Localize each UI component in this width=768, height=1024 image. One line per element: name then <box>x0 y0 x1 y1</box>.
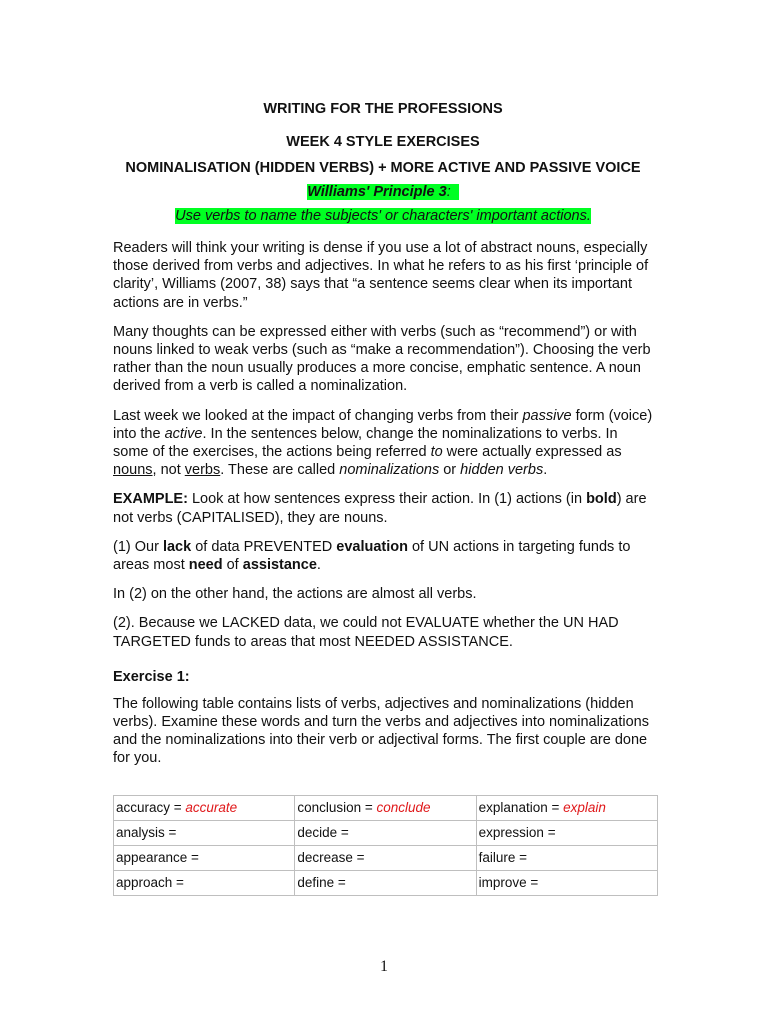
emphasis-hidden-verbs: hidden verbs <box>460 462 544 479</box>
table-cell <box>295 795 476 820</box>
cell-answer: accurate <box>185 800 238 816</box>
text: form (voice) into the <box>113 407 653 442</box>
text: . <box>543 462 548 479</box>
cell-word: failure = <box>478 850 528 866</box>
text: . In the sentences below, change the nominalizations to verbs. In some of the exercises, the actions being referred <box>113 425 618 461</box>
table-cell <box>114 845 295 870</box>
sentence-1 <box>113 538 653 574</box>
cell-word: decide = <box>297 825 349 841</box>
text: . These are called <box>220 462 340 479</box>
table-cell <box>476 845 657 870</box>
table-cell <box>476 820 657 845</box>
text: of <box>222 557 243 574</box>
text: were actually expressed as <box>442 444 622 461</box>
text: ) are not verbs (CAPITALISED), they are nouns. <box>113 491 647 526</box>
principle-text-highlight: Use verbs to name the subjects' or characters' important actions. <box>175 208 591 224</box>
text: Look at how sentences express their action. In (1) actions (in <box>187 491 587 508</box>
page-number: 1 <box>380 958 388 975</box>
emphasis-nominalizations: nominalizations <box>339 462 440 479</box>
cell-word: analysis = <box>116 825 177 841</box>
document-title: WRITING FOR THE PROFESSIONS <box>263 101 503 117</box>
text: , not <box>152 462 185 479</box>
text: Last week we looked at the impact of changing verbs from their <box>113 407 523 424</box>
table-cell <box>114 820 295 845</box>
cell-word: appearance = <box>116 850 199 866</box>
principle-text <box>113 207 653 225</box>
table-cell <box>114 870 295 895</box>
cell-word: improve = <box>478 875 539 891</box>
paragraph-last-week <box>113 407 653 480</box>
bold-evaluation: evaluation <box>336 538 408 555</box>
paragraph-intro: Readers will think your writing is dense if you use a lot of abstract nouns, especially those derived from verbs and adjectives. In what he refers to as his first ‘principle of clarity’, Williams (2007, 38) says that “a sentence seems clear when its important actions are in verbs.” <box>113 240 649 311</box>
bold-lack: lack <box>162 538 192 555</box>
underline-nouns: nouns <box>113 462 153 479</box>
table-cell <box>476 795 657 820</box>
emphasis-active: active <box>164 425 203 442</box>
exercise-1-heading: Exercise 1: <box>113 668 190 685</box>
table-cell <box>295 870 476 895</box>
emphasis-to: to <box>430 444 443 461</box>
example-label: EXAMPLE: <box>113 491 188 508</box>
table-cell <box>114 795 295 820</box>
cell-answer: explain <box>563 800 606 816</box>
paragraph-verbs-nouns: Many thoughts can be expressed either with verbs (such as “recommend”) or with nouns linked to weak verbs (such as “make a recommendation”). Choosing the verb rather than the noun usually produces a more concise, emphatic sentence. A noun derived from a verb is called a nominalization. <box>113 323 651 395</box>
table-cell <box>476 870 657 895</box>
exercise-1-instructions: The following table contains lists of verbs, adjectives and nominalizations (hidden verbs). Examine these words and turn the verbs and adjectives into nominalizations and the nominalizations into their verb or adjectival forms. The first couple are done for you. <box>113 695 649 767</box>
table-cell <box>295 820 476 845</box>
bold-need: need <box>188 557 223 574</box>
principle-label <box>113 183 653 201</box>
text: (1) Our <box>113 538 163 555</box>
paragraph-in-2: In (2) on the other hand, the actions are almost all verbs. <box>113 586 477 603</box>
cell-word: explanation = <box>478 800 564 816</box>
cell-word: decrease = <box>297 850 365 866</box>
table-row <box>114 820 658 845</box>
text: . <box>316 557 321 574</box>
word-table <box>113 795 658 896</box>
table-row <box>114 870 658 895</box>
text: of UN actions in targeting funds to areas most <box>113 538 631 574</box>
cell-word: expression = <box>478 825 556 841</box>
cell-word: approach = <box>116 875 184 891</box>
page-content <box>113 100 653 896</box>
principle-label-text: Williams' Principle 3 <box>307 184 447 200</box>
bold-word: bold <box>586 491 617 508</box>
underline-verbs: verbs <box>184 462 221 479</box>
text: or <box>439 462 461 479</box>
table-cell <box>295 845 476 870</box>
cell-word: define = <box>297 875 346 891</box>
cell-answer: conclude <box>376 800 431 816</box>
topic-heading: NOMINALISATION (HIDDEN VERBS) + MORE ACTIVE AND PASSIVE VOICE <box>125 160 641 176</box>
text: of data PREVENTED <box>191 538 337 555</box>
cell-word: conclusion = <box>297 800 377 816</box>
bold-assistance: assistance <box>242 557 317 574</box>
emphasis-passive: passive <box>522 407 572 424</box>
table-row <box>114 845 658 870</box>
paragraph-example <box>113 490 653 526</box>
principle-colon: : <box>446 184 451 200</box>
cell-word: accuracy = <box>116 800 186 816</box>
table-row <box>114 795 658 820</box>
word-table-body <box>114 795 658 895</box>
sentence-2: (2). Because we LACKED data, we could not EVALUATE whether the UN HAD TARGETED funds to areas that most NEEDED ASSISTANCE. <box>113 615 619 650</box>
document-subtitle: WEEK 4 STYLE EXERCISES <box>286 134 480 150</box>
